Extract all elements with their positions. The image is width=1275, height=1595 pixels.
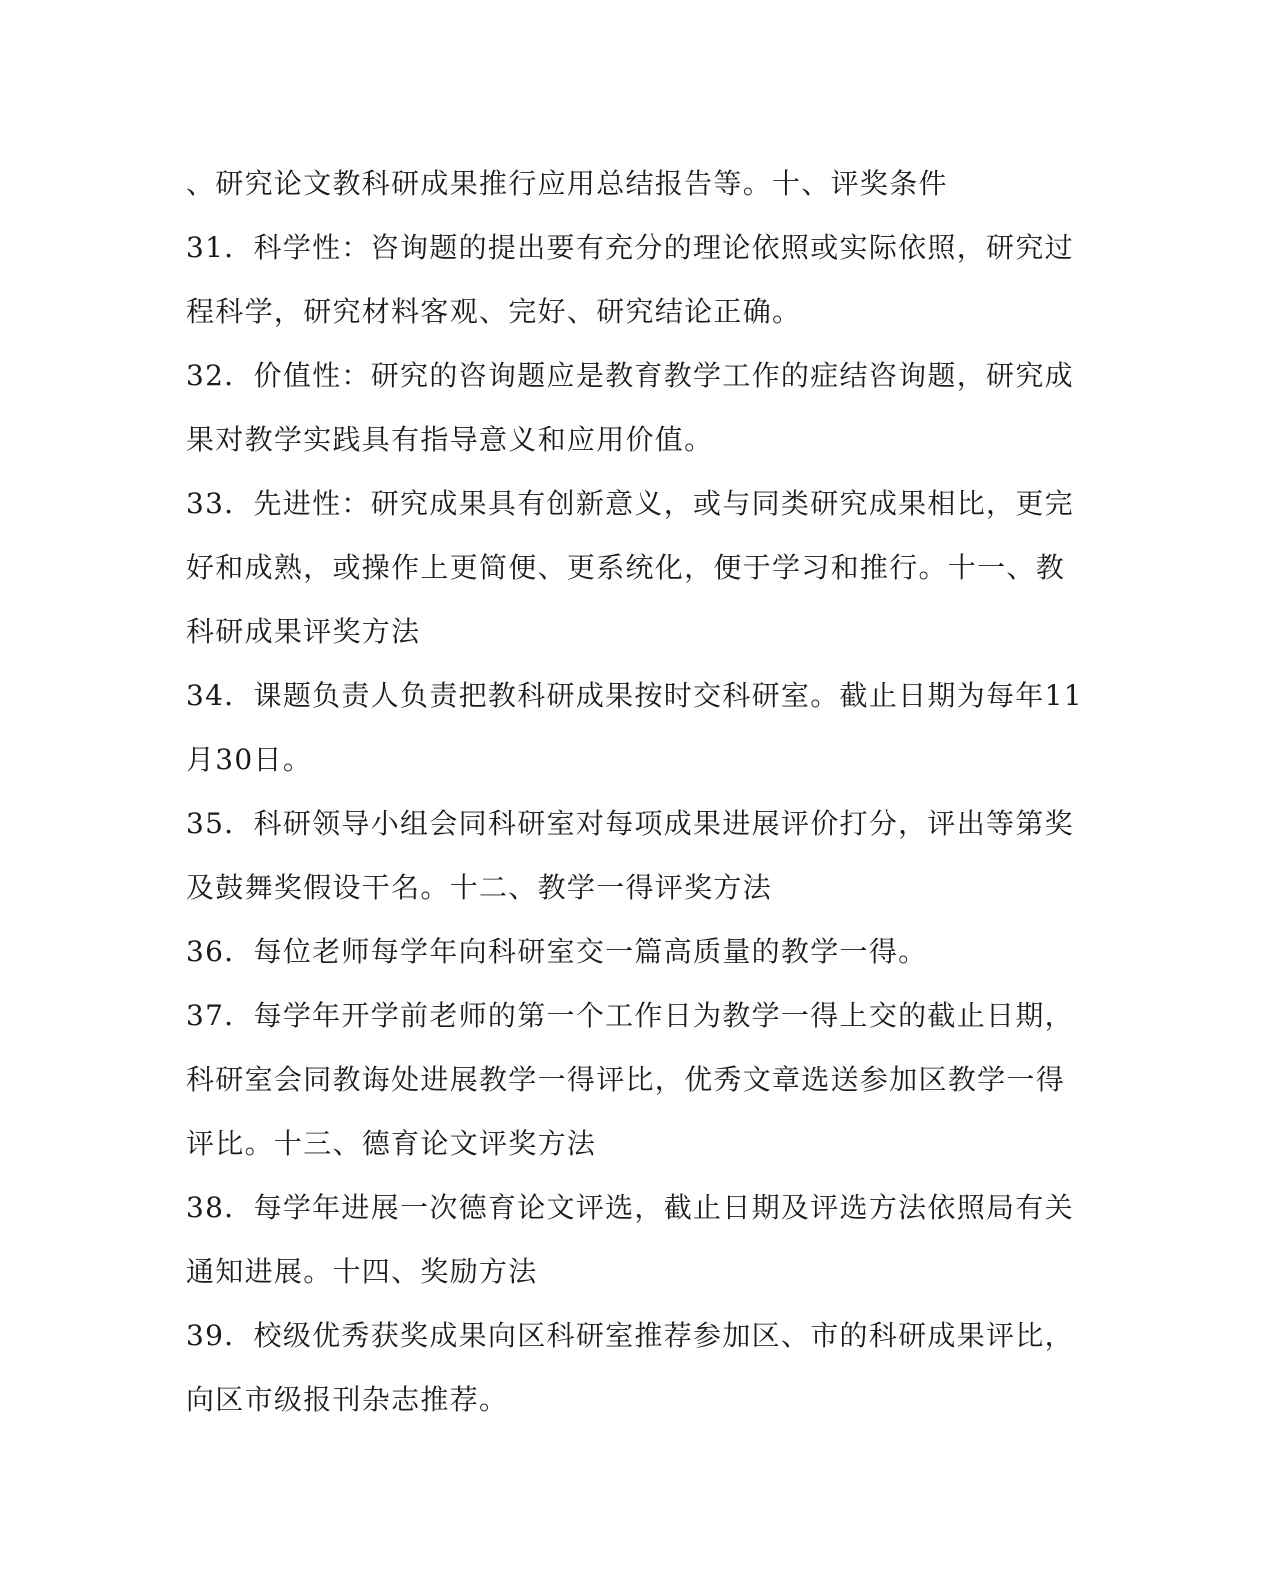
text-line: 34．课题负责人负责把教科研成果按时交科研室。截止日期为每年11 xyxy=(186,679,1083,712)
text-line: 39．校级优秀获奖成果向区科研室推荐参加区、市的科研成果评比， xyxy=(186,1319,1074,1352)
text-line: 评比。十三、德育论文评奖方法 xyxy=(186,1127,597,1160)
text-line: 32．价值性：研究的咨询题应是教育教学工作的症结咨询题，研究成 xyxy=(186,359,1074,392)
text-line: 通知进展。十四、奖励方法 xyxy=(186,1255,538,1288)
text-line: 33．先进性：研究成果具有创新意义，或与同类研究成果相比，更完 xyxy=(186,487,1074,520)
text-line: 科研室会同教诲处进展教学一得评比，优秀文章选送参加区教学一得 xyxy=(186,1063,1066,1096)
text-line: 31．科学性：咨询题的提出要有充分的理论依照或实际依照，研究过 xyxy=(186,231,1074,264)
text-line: 向区市级报刊杂志推荐。 xyxy=(186,1383,509,1416)
text-line: 36．每位老师每学年向科研室交一篇高质量的教学一得。 xyxy=(186,935,928,968)
text-line: 38．每学年进展一次德育论文评选，截止日期及评选方法依照局有关 xyxy=(186,1191,1074,1224)
text-line: 、研究论文教科研成果推行应用总结报告等。十、评奖条件 xyxy=(186,167,948,200)
text-line: 程科学，研究材料客观、完好、研究结论正确。 xyxy=(186,295,802,328)
document-body xyxy=(186,152,1083,1432)
text-line: 及鼓舞奖假设干名。十二、教学一得评奖方法 xyxy=(186,871,773,904)
text-line: 好和成熟，或操作上更简便、更系统化，便于学习和推行。十一、教 xyxy=(186,551,1066,584)
text-line: 果对教学实践具有指导意义和应用价值。 xyxy=(186,423,714,456)
text-line: 科研成果评奖方法 xyxy=(186,615,421,648)
text-line: 37．每学年开学前老师的第一个工作日为教学一得上交的截止日期， xyxy=(186,999,1074,1032)
text-line: 月30日。 xyxy=(186,743,313,776)
text-line: 35．科研领导小组会同科研室对每项成果进展评价打分，评出等第奖 xyxy=(186,807,1074,840)
